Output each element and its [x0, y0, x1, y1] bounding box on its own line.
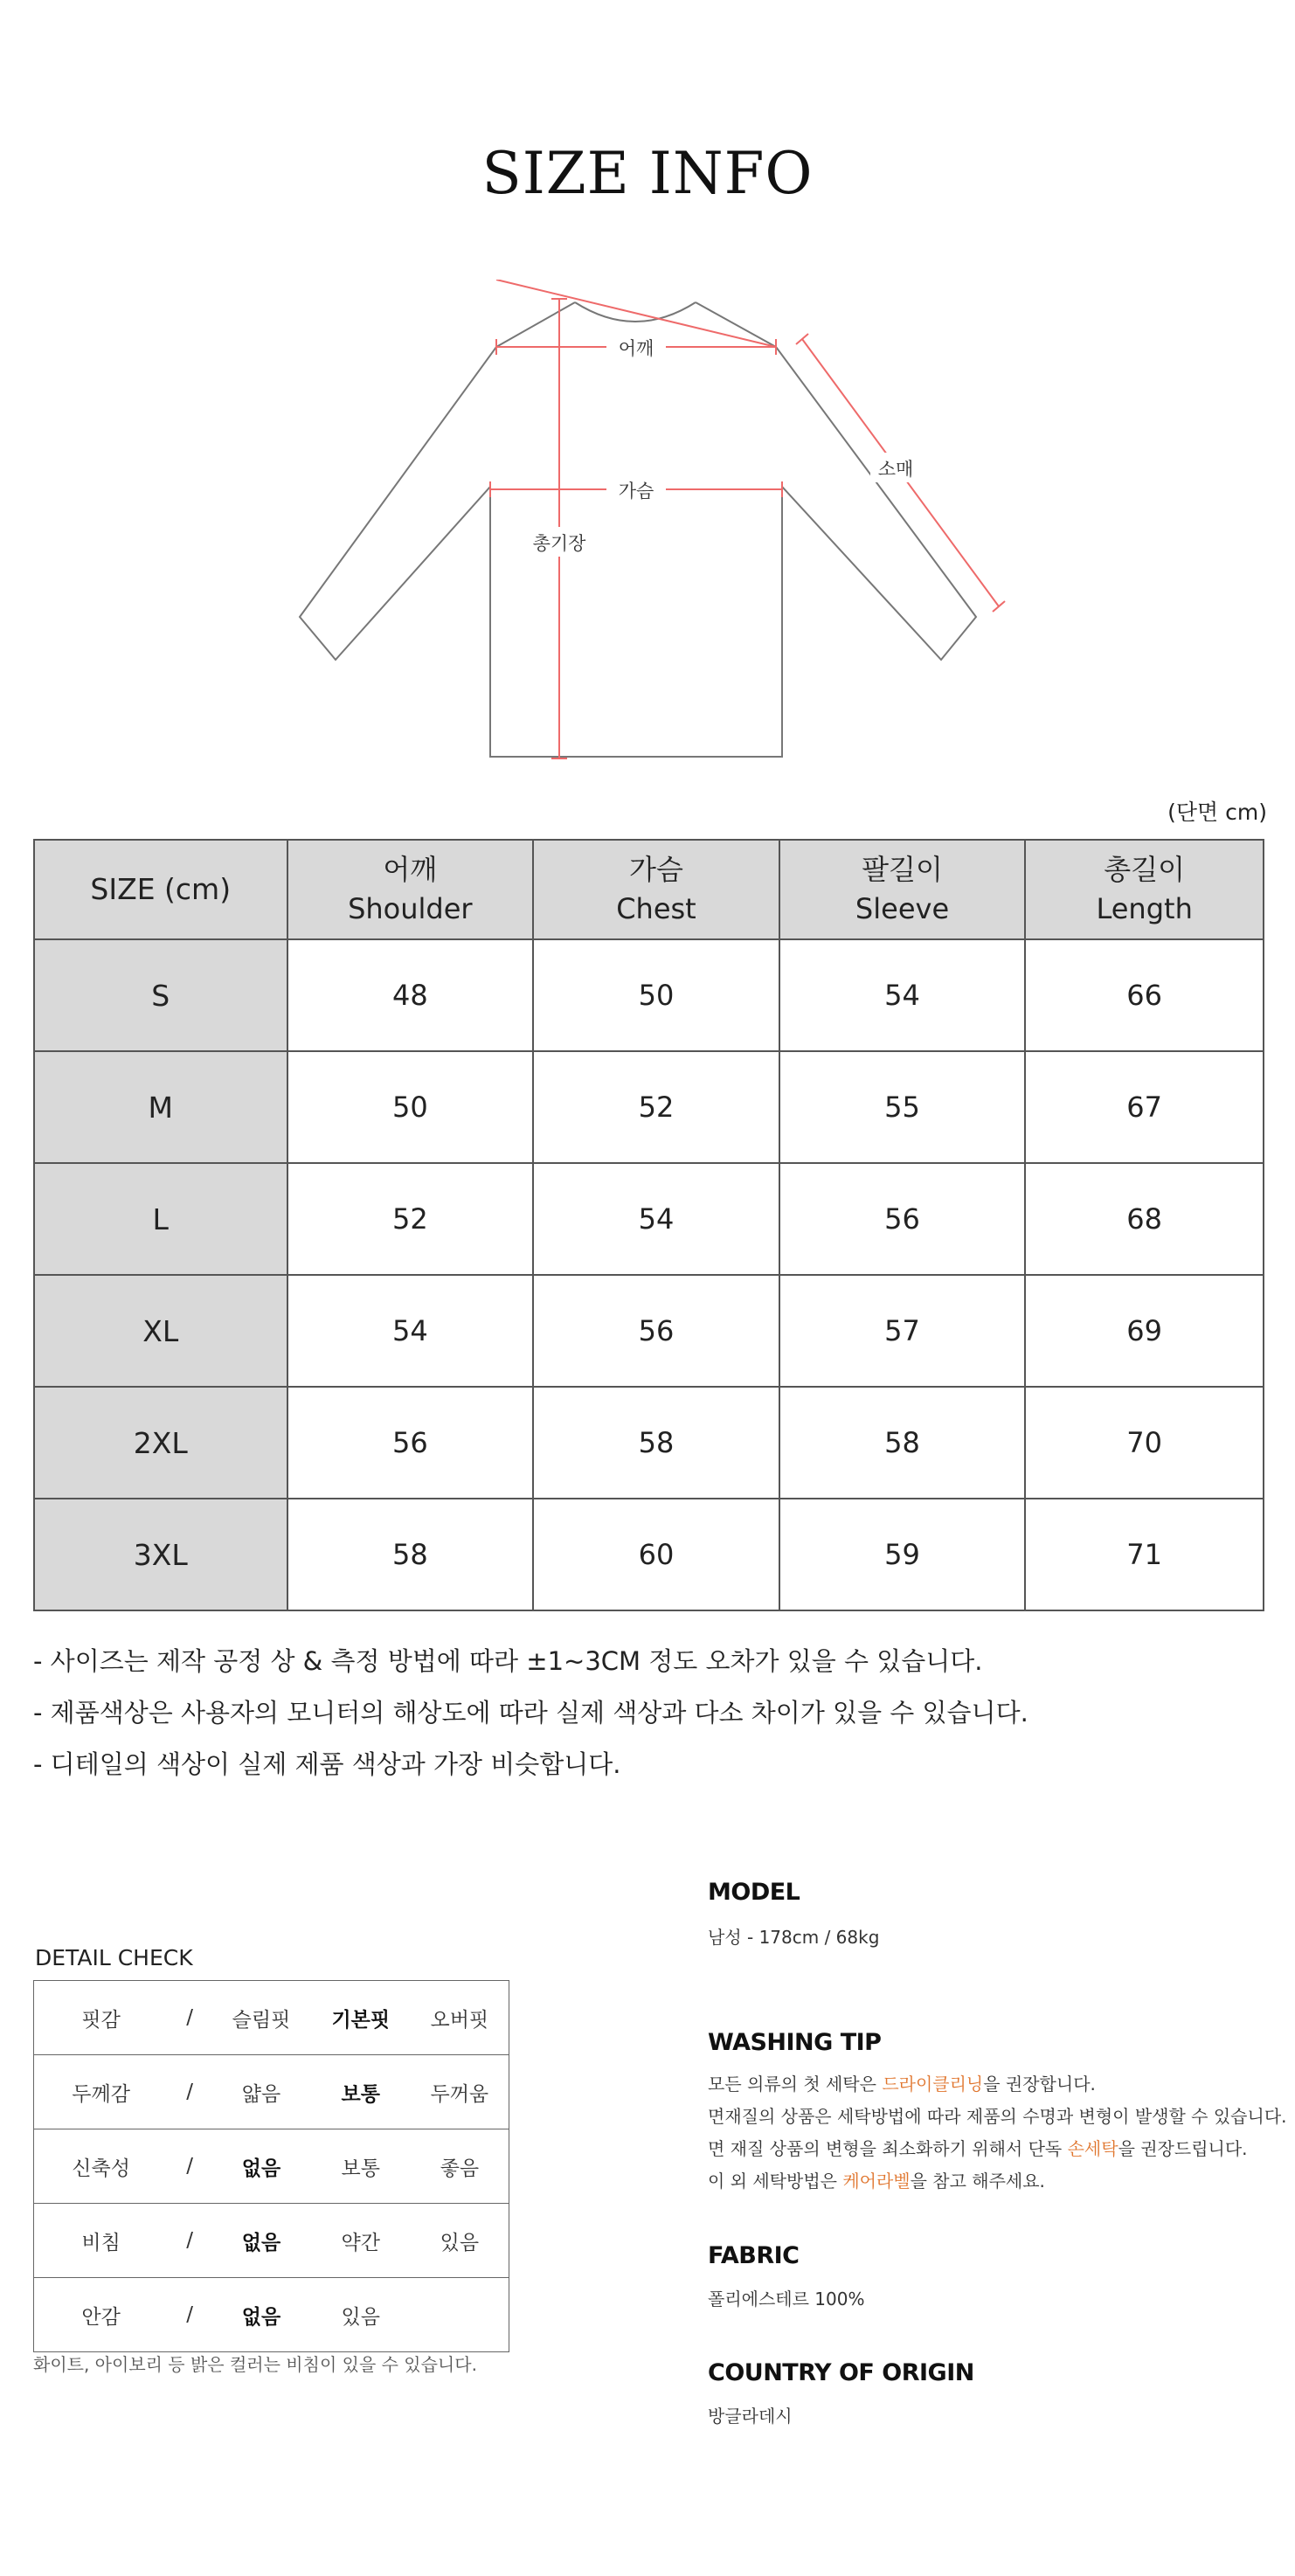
detail-label: 핏감 — [34, 1981, 169, 2055]
table-cell: 54 — [533, 1163, 779, 1275]
note-line: - 사이즈는 제작 공정 상 & 측정 방법에 따라 ±1~3CM 정도 오차가 있을 수 있습니다. — [33, 1646, 983, 1676]
table-cell: 56 — [287, 1387, 534, 1499]
note-line: - 디테일의 색상이 실제 제품 색상과 가장 비슷합니다. — [33, 1749, 621, 1779]
table-cell: 57 — [779, 1275, 1026, 1387]
detail-option: 약간 — [311, 2204, 411, 2278]
detail-label: 비침 — [34, 2204, 169, 2278]
unit-note: (단면 cm) — [1167, 800, 1267, 825]
table-cell: 52 — [533, 1051, 779, 1163]
garment-diagram — [0, 280, 1295, 769]
highlight-hand-wash: 손세탁 — [1067, 2138, 1118, 2159]
table-cell: 56 — [533, 1275, 779, 1387]
size-label: M — [34, 1051, 287, 1163]
highlight-dry-cleaning: 드라이클리닝 — [882, 2074, 984, 2095]
detail-option: 없음 — [211, 2278, 311, 2352]
detail-option: 좋음 — [411, 2129, 509, 2204]
detail-separator: / — [168, 2129, 211, 2204]
size-label: L — [34, 1163, 287, 1275]
detail-row — [34, 2129, 509, 2204]
detail-row — [34, 2055, 509, 2129]
fabric-heading: FABRIC — [708, 2242, 800, 2269]
washing-section — [708, 2029, 1287, 2198]
model-section — [708, 1879, 1267, 1954]
detail-option: 없음 — [211, 2204, 311, 2278]
detail-check-note: 화이트, 아이보리 등 밝은 컬러는 비침이 있을 수 있습니다. — [33, 2354, 477, 2375]
table-cell: 68 — [1025, 1163, 1264, 1275]
origin-heading: COUNTRY OF ORIGIN — [708, 2359, 974, 2386]
detail-option: 보통 — [311, 2129, 411, 2204]
detail-label: 신축성 — [34, 2129, 169, 2204]
table-cell: 59 — [779, 1499, 1026, 1610]
washing-line: 모든 의류의 첫 세탁은 드라이클리닝을 권장합니다. — [708, 2074, 1096, 2095]
chest-label: 가슴 — [618, 481, 654, 502]
washing-heading: WASHING TIP — [708, 2029, 882, 2056]
model-heading: MODEL — [708, 1879, 800, 1906]
model-text: 남성 - 178cm / 68kg — [708, 1927, 880, 1948]
detail-option: 슬림핏 — [211, 1981, 311, 2055]
table-cell: 56 — [779, 1163, 1026, 1275]
column-header-length: 총길이 Length — [1025, 840, 1264, 939]
column-header-shoulder: 어깨 Shoulder — [287, 840, 534, 939]
fabric-section — [708, 2242, 1267, 2316]
detail-row — [34, 2204, 509, 2278]
table-row — [34, 1163, 1264, 1275]
detail-option: 얇음 — [211, 2055, 311, 2129]
detail-option: 보통 — [311, 2055, 411, 2129]
detail-label: 안감 — [34, 2278, 169, 2352]
table-cell: 54 — [287, 1275, 534, 1387]
table-cell: 58 — [779, 1387, 1026, 1499]
table-cell: 58 — [533, 1387, 779, 1499]
detail-check-table — [33, 1980, 509, 2352]
detail-label: 두께감 — [34, 2055, 169, 2129]
size-table-header — [34, 840, 1264, 939]
detail-row — [34, 2278, 509, 2352]
shirt-outline — [300, 302, 976, 757]
detail-separator: / — [168, 2278, 211, 2352]
size-notes — [33, 1636, 1028, 1790]
origin-text: 방글라데시 — [708, 2406, 793, 2427]
detail-option — [411, 2278, 509, 2352]
column-header-sleeve: 팔길이 Sleeve — [779, 840, 1026, 939]
size-label: 3XL — [34, 1499, 287, 1610]
detail-separator: / — [168, 2204, 211, 2278]
size-column-header: SIZE (cm) — [34, 840, 287, 939]
table-cell: 70 — [1025, 1387, 1264, 1499]
note-line: - 제품색상은 사용자의 모니터의 해상도에 따라 실제 색상과 다소 차이가 있을 수 있습니다. — [33, 1698, 1028, 1728]
column-header-chest: 가슴 Chest — [533, 840, 779, 939]
table-cell: 67 — [1025, 1051, 1264, 1163]
table-row — [34, 939, 1264, 1051]
shoulder-label: 어깨 — [618, 338, 654, 359]
fabric-text: 폴리에스테르 100% — [708, 2289, 865, 2309]
length-label: 총기장 — [532, 533, 586, 554]
detail-option: 있음 — [311, 2278, 411, 2352]
size-label: XL — [34, 1275, 287, 1387]
table-cell: 50 — [533, 939, 779, 1051]
detail-row — [34, 1981, 509, 2055]
table-cell: 55 — [779, 1051, 1026, 1163]
table-cell: 54 — [779, 939, 1026, 1051]
washing-line: 면재질의 상품은 세탁방법에 따라 제품의 수명과 변형이 발생할 수 있습니다. — [708, 2106, 1287, 2127]
detail-check-title: DETAIL CHECK — [35, 1945, 193, 1970]
detail-option: 두꺼움 — [411, 2055, 509, 2129]
detail-option: 없음 — [211, 2129, 311, 2204]
detail-option: 오버핏 — [411, 1981, 509, 2055]
table-cell: 58 — [287, 1499, 534, 1610]
washing-line: 이 외 세탁방법은 케어라벨을 참고 해주세요. — [708, 2171, 1045, 2192]
detail-separator: / — [168, 1981, 211, 2055]
size-label: 2XL — [34, 1387, 287, 1499]
detail-separator: / — [168, 2055, 211, 2129]
table-cell: 71 — [1025, 1499, 1264, 1610]
table-cell: 60 — [533, 1499, 779, 1610]
table-row — [34, 1387, 1264, 1499]
origin-section — [708, 2359, 1267, 2433]
table-row — [34, 1051, 1264, 1163]
table-cell: 69 — [1025, 1275, 1264, 1387]
table-cell: 48 — [287, 939, 534, 1051]
table-cell: 50 — [287, 1051, 534, 1163]
size-label: S — [34, 939, 287, 1051]
detail-option: 기본핏 — [311, 1981, 411, 2055]
highlight-care-label: 케어라벨 — [842, 2171, 911, 2192]
detail-option: 있음 — [411, 2204, 509, 2278]
page-title: SIZE INFO — [481, 140, 814, 207]
table-row — [34, 1499, 1264, 1610]
size-table — [33, 839, 1264, 1611]
table-cell: 52 — [287, 1163, 534, 1275]
measure-lines — [490, 280, 1005, 758]
table-row — [34, 1275, 1264, 1387]
table-cell: 66 — [1025, 939, 1264, 1051]
sleeve-label: 소매 — [877, 459, 914, 480]
washing-line: 면 재질 상품의 변형을 최소화하기 위해서 단독 손세탁을 권장드립니다. — [708, 2138, 1248, 2159]
